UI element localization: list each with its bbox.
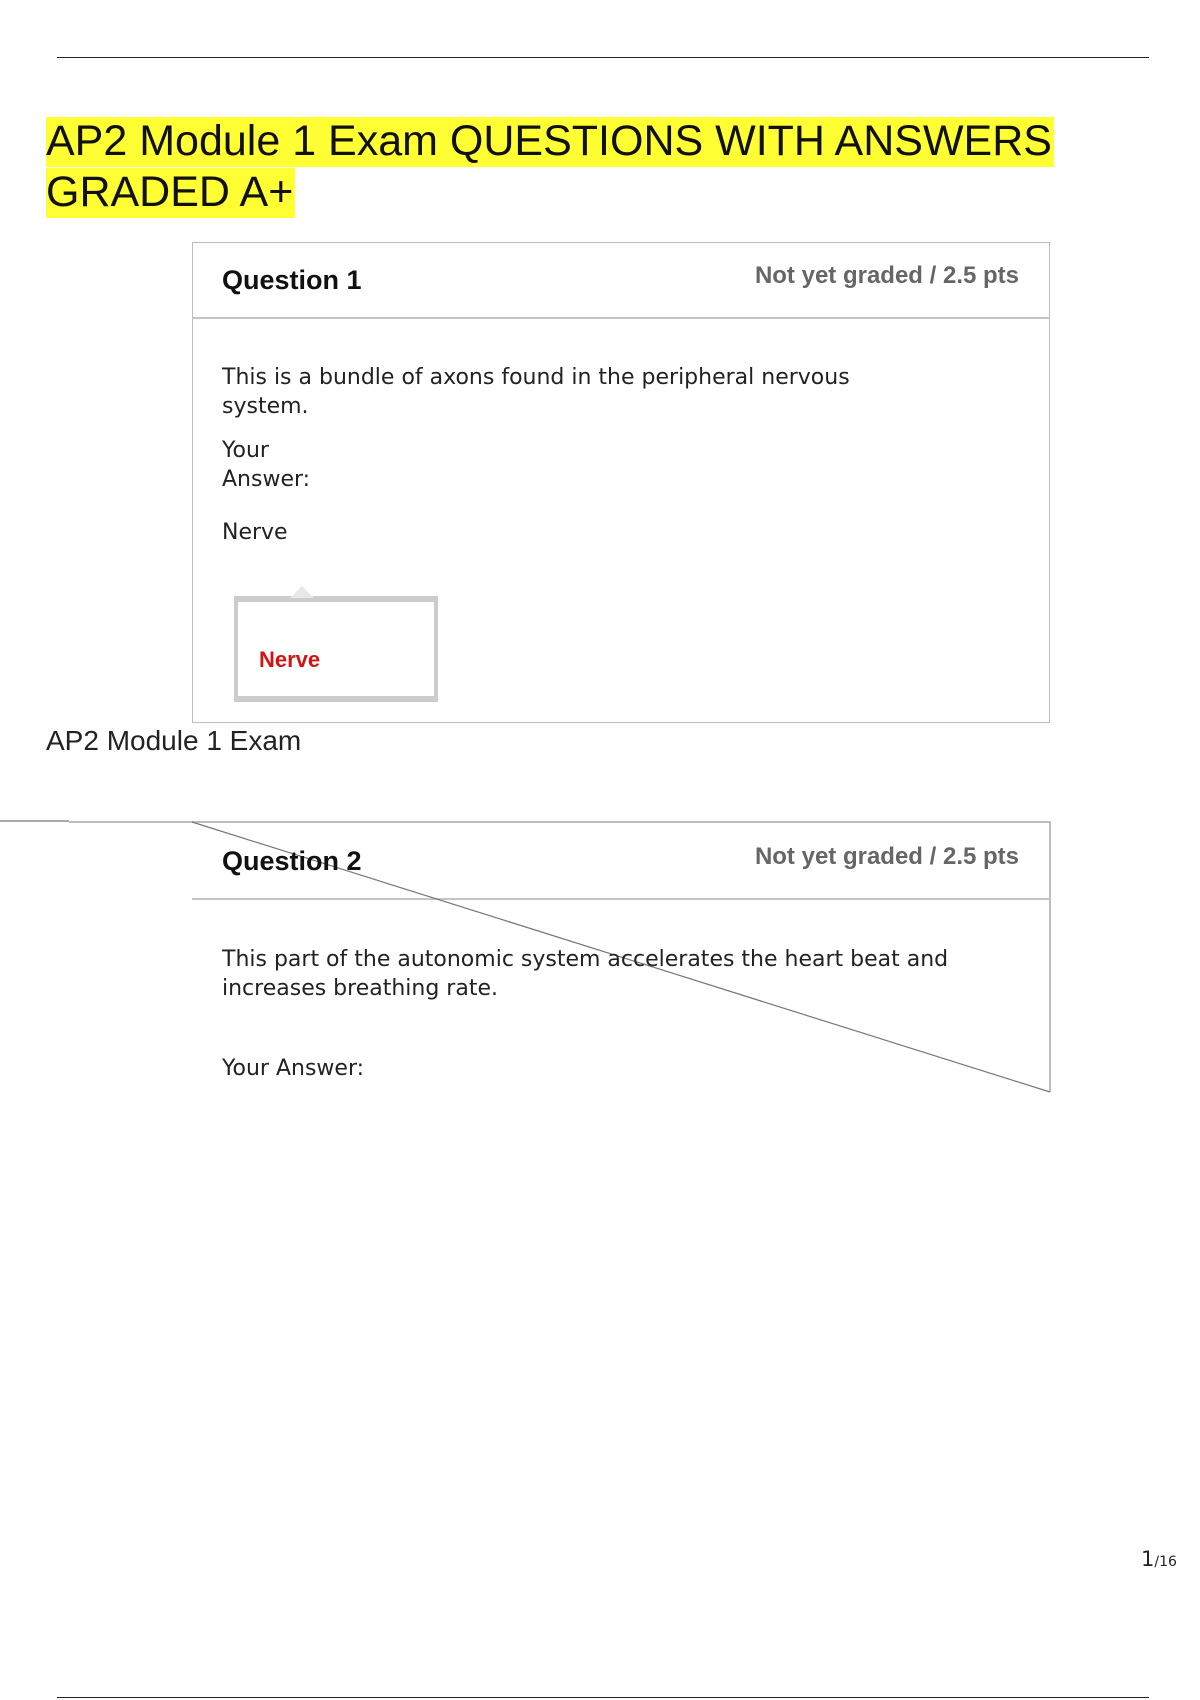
question-1-points: Not yet graded / 2.5 pts (754, 262, 1019, 289)
question-1-text-line: system. (222, 394, 309, 419)
question-1-title: Question 1 (222, 265, 362, 295)
question-2-text-line: increases breathing rate. (222, 976, 498, 1001)
answer-label-line: Answer: (222, 467, 311, 492)
page-total: /16 (1154, 1554, 1177, 1570)
bottom-rule (57, 1697, 1149, 1698)
question-2-text-line: This part of the autonomic system accelerates the heart beat and (222, 947, 949, 972)
answer-label-line: Your (222, 438, 269, 463)
question-1-text-line: This is a bundle of axons found in the peripheral nervous (222, 365, 850, 390)
question-2-title: Question 2 (222, 846, 362, 876)
correct-answer: Nerve (259, 647, 321, 672)
question-1-answer: Nerve (222, 520, 288, 545)
page-current: 1 (1141, 1547, 1155, 1571)
question-2-points: Not yet graded / 2.5 pts (754, 843, 1019, 870)
page-number (1141, 1547, 1177, 1571)
question-2-text (222, 945, 948, 1003)
title-line-2: GRADED A+ (46, 168, 294, 216)
question-2-answer-label: Your Answer: (222, 1056, 365, 1081)
title-line-1: AP2 Module 1 Exam QUESTIONS WITH ANSWERS (46, 117, 1052, 165)
footer-label: AP2 Module 1 Exam (46, 725, 302, 756)
